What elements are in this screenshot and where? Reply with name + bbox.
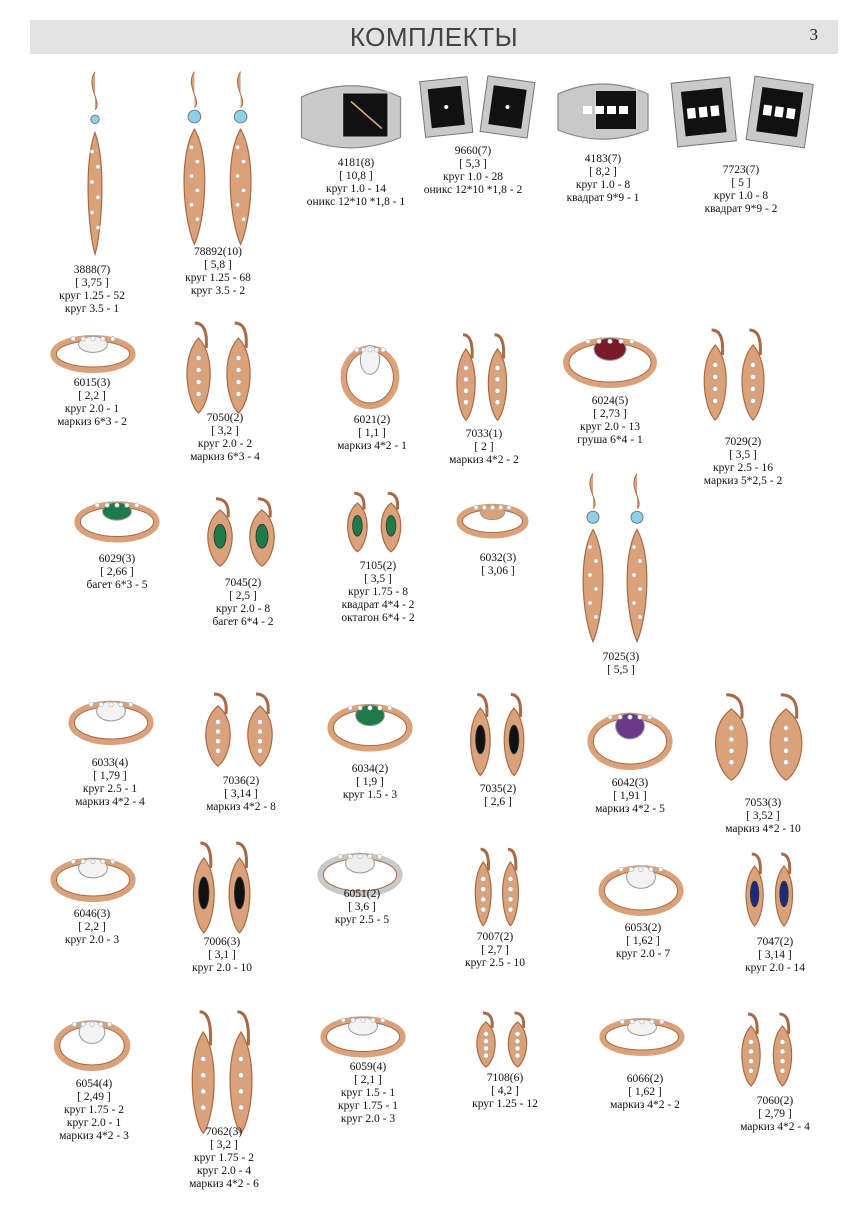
product-code: 7105(2) — [359, 560, 397, 572]
product-caption — [428, 552, 568, 578]
product-caption — [705, 936, 845, 975]
product-caption — [22, 264, 162, 316]
product-caption — [533, 153, 673, 205]
product-code: 6033(4) — [91, 757, 129, 769]
earrings-pair-icon — [465, 845, 530, 930]
product-stone-spec: маркиз 4*2 - 5 — [595, 803, 665, 815]
product-caption — [435, 1072, 575, 1111]
product-stone-spec: круг 1.75 - 8 — [348, 586, 408, 598]
product-code: 7036(2) — [222, 775, 260, 787]
product-weight: [ 10,8 ] — [339, 170, 373, 182]
ring-icon — [48, 325, 138, 375]
ring-icon — [66, 688, 156, 748]
product-stone-spec: круг 1.25 - 12 — [472, 1098, 538, 1110]
product-caption — [673, 436, 813, 488]
product-weight: [ 1,62 ] — [628, 1086, 662, 1098]
product-code: 7050(2) — [206, 412, 244, 424]
product-code: 7723(7) — [722, 164, 760, 176]
page-title: КОМПЛЕКТЫ — [349, 22, 519, 52]
page-number: 3 — [809, 25, 818, 44]
product-weight: [ 3,75 ] — [75, 277, 109, 289]
product-weight: [ 1,9 ] — [356, 776, 384, 788]
drop-earrings-pair-icon — [165, 68, 270, 248]
product-stone-spec: маркиз 4*2 - 4 — [740, 1121, 810, 1133]
product-weight: [ 3,6 ] — [348, 901, 376, 913]
product-stone-spec: круг 2.0 - 7 — [615, 948, 671, 960]
product-caption — [148, 246, 288, 298]
product-code: 7045(2) — [224, 577, 262, 589]
drop-earring-icon — [60, 68, 130, 258]
product-stone-spec: круг 1.0 - 28 — [443, 171, 503, 183]
product-stone-spec: круг 2.0 - 10 — [192, 962, 252, 974]
product-code: 6034(2) — [351, 763, 389, 775]
product-stone-spec: круг 2.0 - 3 — [340, 1113, 396, 1125]
product-code: 7035(2) — [479, 783, 517, 795]
product-caption — [292, 888, 432, 927]
product-caption — [173, 577, 313, 629]
earrings-pair-icon — [695, 690, 825, 785]
product-stone-spec: круг 1.0 - 8 — [713, 190, 769, 202]
product-weight: [ 3,52 ] — [746, 810, 780, 822]
product-stone-spec: маркиз 6*3 - 4 — [190, 451, 260, 463]
product-stone-spec: маркиз 4*2 - 8 — [206, 801, 276, 813]
product-caption — [308, 560, 448, 625]
product-caption — [693, 797, 833, 836]
product-caption — [24, 1078, 164, 1143]
product-stone-spec: груша 6*4 - 1 — [577, 434, 643, 446]
product-code: 6053(2) — [624, 922, 662, 934]
earrings-pair-icon — [730, 1010, 805, 1090]
product-stone-spec: круг 2.0 - 13 — [580, 421, 640, 433]
product-weight: [ 8,2 ] — [589, 166, 617, 178]
product-caption — [551, 651, 691, 677]
earrings-pair-icon — [192, 495, 292, 570]
product-stone-spec: маркиз 4*2 - 2 — [610, 1099, 680, 1111]
product-caption — [300, 763, 440, 802]
ring-icon — [596, 850, 686, 920]
product-stone-spec: круг 1.5 - 3 — [342, 789, 398, 801]
ring-icon — [455, 495, 530, 540]
product-stone-spec: круг 2.5 - 10 — [465, 957, 525, 969]
product-caption — [540, 395, 680, 447]
product-weight: [ 3,14 ] — [224, 788, 258, 800]
product-weight: [ 3,14 ] — [758, 949, 792, 961]
earrings-pair-icon — [172, 318, 267, 418]
product-caption — [575, 1073, 715, 1112]
product-caption — [154, 1126, 294, 1191]
product-code: 6046(3) — [73, 908, 111, 920]
product-stone-spec: круг 1.0 - 14 — [326, 183, 386, 195]
product-stone-spec: багет 6*4 - 2 — [212, 616, 274, 628]
product-caption — [573, 922, 713, 961]
product-stone-spec: круг 3.5 - 2 — [190, 285, 246, 297]
product-weight: [ 1,1 ] — [358, 427, 386, 439]
product-code: 6021(2) — [353, 414, 391, 426]
product-code: 7029(2) — [724, 436, 762, 448]
product-caption — [403, 145, 543, 197]
product-caption — [705, 1095, 845, 1134]
earrings-pair-icon — [178, 1005, 268, 1140]
drop-earrings-pair-icon — [565, 470, 665, 645]
product-caption — [298, 1061, 438, 1126]
product-code: 4183(7) — [584, 153, 622, 165]
product-stone-spec: круг 2.0 - 8 — [215, 603, 271, 615]
product-caption — [425, 931, 565, 970]
product-stone-spec: маркиз 4*2 - 1 — [337, 440, 407, 452]
earrings-pair-icon — [735, 850, 805, 930]
product-code: 6059(4) — [349, 1061, 387, 1073]
product-weight: [ 3,2 ] — [211, 425, 239, 437]
earrings-pair-icon — [180, 838, 265, 938]
product-stone-spec: круг 1.5 - 1 — [340, 1087, 396, 1099]
product-caption — [171, 775, 311, 814]
product-stone-spec: квадрат 4*4 - 2 — [341, 599, 415, 611]
product-weight: [ 5,5 ] — [607, 664, 635, 676]
product-code: 3888(7) — [73, 264, 111, 276]
product-code: 7060(2) — [756, 1095, 794, 1107]
product-stone-spec: маркиз 5*2,5 - 2 — [703, 475, 783, 487]
product-code: 6051(2) — [343, 888, 381, 900]
product-stone-spec: круг 2.0 - 2 — [197, 438, 253, 450]
product-weight: [ 3,2 ] — [210, 1139, 238, 1151]
product-weight: [ 2,66 ] — [100, 566, 134, 578]
ring-icon — [597, 1008, 687, 1058]
product-stone-spec: маркиз 4*2 - 2 — [449, 454, 519, 466]
earrings-pair-icon — [690, 325, 780, 425]
product-code: 6029(3) — [98, 553, 136, 565]
product-weight: [ 2,2 ] — [78, 390, 106, 402]
product-weight: [ 3,5 ] — [364, 573, 392, 585]
product-weight: [ 2,7 ] — [481, 944, 509, 956]
product-weight: [ 2 ] — [474, 441, 494, 453]
product-stone-spec: круг 1.75 - 2 — [194, 1152, 254, 1164]
product-weight: [ 5,8 ] — [204, 259, 232, 271]
product-weight: [ 2,79 ] — [758, 1108, 792, 1120]
page-header — [30, 20, 838, 54]
product-caption — [671, 164, 811, 216]
product-code: 6024(5) — [591, 395, 629, 407]
product-weight: [ 2,2 ] — [78, 921, 106, 933]
signet-ring-icon — [296, 70, 406, 160]
product-caption — [152, 936, 292, 975]
product-code: 4181(8) — [337, 157, 375, 169]
ring-icon — [318, 1005, 408, 1060]
product-caption — [414, 428, 554, 467]
ring-icon — [560, 322, 660, 392]
product-weight: [ 5,3 ] — [459, 158, 487, 170]
product-code: 7007(2) — [476, 931, 514, 943]
ring-icon — [48, 845, 138, 905]
earrings-pair-icon — [190, 690, 290, 770]
product-stone-spec: круг 1.25 - 52 — [59, 290, 125, 302]
product-stone-spec: круг 2.5 - 5 — [334, 914, 390, 926]
product-code: 7047(2) — [756, 936, 794, 948]
product-caption — [22, 908, 162, 947]
product-code: 6054(4) — [75, 1078, 113, 1090]
product-weight: [ 3,1 ] — [208, 949, 236, 961]
ring-icon — [340, 325, 400, 415]
product-weight: [ 2,6 ] — [484, 796, 512, 808]
product-code: 9660(7) — [454, 145, 492, 157]
product-stone-spec: маркиз 4*2 - 6 — [189, 1178, 259, 1190]
earrings-pair-icon — [335, 490, 415, 555]
product-code: 7053(3) — [744, 797, 782, 809]
product-stone-spec: круг 2.0 - 1 — [66, 1117, 122, 1129]
product-stone-spec: маркиз 4*2 - 10 — [725, 823, 801, 835]
product-stone-spec: круг 1.75 - 2 — [64, 1104, 124, 1116]
product-weight: [ 1,79 ] — [93, 770, 127, 782]
product-code: 6066(2) — [626, 1073, 664, 1085]
product-stone-spec: круг 2.5 - 16 — [713, 462, 773, 474]
earrings-pair-icon — [458, 690, 538, 780]
signet-ring-icon — [553, 70, 653, 150]
product-code: 6015(3) — [73, 377, 111, 389]
product-caption — [40, 757, 180, 809]
product-weight: [ 1,62 ] — [626, 935, 660, 947]
product-stone-spec: квадрат 9*9 - 2 — [704, 203, 778, 215]
product-stone-spec: круг 2.5 - 1 — [82, 783, 138, 795]
product-caption — [428, 783, 568, 809]
product-weight: [ 2,49 ] — [77, 1091, 111, 1103]
earrings-pair-icon — [465, 1010, 540, 1070]
product-caption — [155, 412, 295, 464]
product-code: 7033(1) — [465, 428, 503, 440]
product-weight: [ 1,91 ] — [613, 790, 647, 802]
product-weight: [ 2,5 ] — [229, 590, 257, 602]
product-stone-spec: квадрат 9*9 - 1 — [566, 192, 640, 204]
ring-icon — [72, 490, 162, 545]
product-stone-spec: круг 2.0 - 14 — [745, 962, 805, 974]
product-code: 6042(3) — [611, 777, 649, 789]
ring-icon — [585, 695, 675, 775]
product-code: 7108(6) — [486, 1072, 524, 1084]
product-stone-spec: оникс 12*10 *1,8 - 2 — [423, 184, 523, 196]
product-weight: [ 4,2 ] — [491, 1085, 519, 1097]
square-stud-earrings-icon — [665, 72, 820, 152]
product-stone-spec: круг 1.25 - 68 — [185, 272, 251, 284]
product-weight: [ 3,06 ] — [481, 565, 515, 577]
product-code: 7025(3) — [602, 651, 640, 663]
product-stone-spec: маркиз 6*3 - 2 — [57, 416, 127, 428]
product-code: 6032(3) — [479, 552, 517, 564]
product-caption — [560, 777, 700, 816]
product-stone-spec: круг 2.0 - 3 — [64, 934, 120, 946]
product-weight: [ 2,1 ] — [354, 1074, 382, 1086]
ring-icon — [52, 1005, 132, 1075]
product-code: 7006(3) — [203, 936, 241, 948]
product-caption — [47, 553, 187, 592]
product-stone-spec: маркиз 4*2 - 3 — [59, 1130, 129, 1142]
earrings-pair-icon — [445, 330, 520, 425]
product-stone-spec: октагон 6*4 - 2 — [341, 612, 415, 624]
product-stone-spec: круг 2.0 - 1 — [64, 403, 120, 415]
product-stone-spec: багет 6*3 - 5 — [86, 579, 148, 591]
product-stone-spec: круг 1.0 - 8 — [575, 179, 631, 191]
product-stone-spec: маркиз 4*2 - 4 — [75, 796, 145, 808]
ring-icon — [325, 690, 415, 755]
product-stone-spec: оникс 12*10 *1,8 - 1 — [306, 196, 406, 208]
product-weight: [ 3,5 ] — [729, 449, 757, 461]
product-stone-spec: круг 1.75 - 1 — [338, 1100, 398, 1112]
square-stud-earrings-icon — [415, 72, 540, 142]
product-stone-spec: круг 2.0 - 4 — [196, 1165, 252, 1177]
product-weight: [ 2,73 ] — [593, 408, 627, 420]
product-caption — [22, 377, 162, 429]
product-code: 7062(3) — [205, 1126, 243, 1138]
product-weight: [ 5 ] — [731, 177, 751, 189]
product-stone-spec: круг 3.5 - 1 — [64, 303, 120, 315]
product-code: 78892(10) — [194, 246, 242, 258]
